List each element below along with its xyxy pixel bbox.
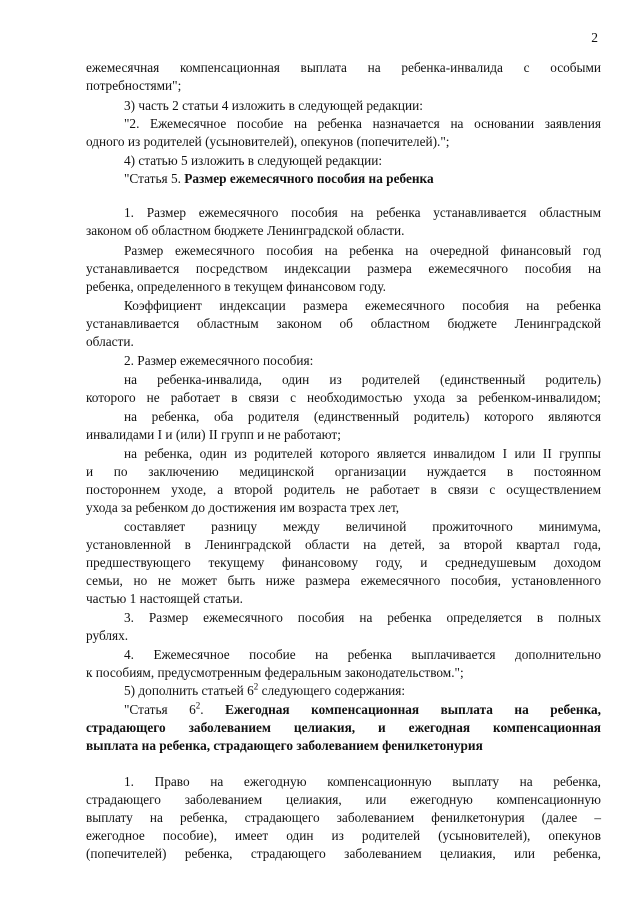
text-line: инвалидами I и (или) II групп и не работают; [86,427,341,442]
text-line: постороннем уходе, а второй родитель не работает в связи с осуществлением [86,482,601,497]
text-line: 4. Ежемесячное пособие на ребенка выплачивается дополнительно [124,647,601,662]
article-title: Ежегодная компенсационная выплата на ребенка, [225,702,602,717]
text-line: 1. Размер ежемесячного пособия на ребенка устанавливается областным [124,205,601,220]
text-line: предшествующего текущему финансовому году, и среднедушевым доходом [86,555,601,570]
article-heading [124,170,434,188]
text-line: (попечителей) ребенка, страдающего заболеванием целиакия, или ребенка, [86,846,601,861]
text-line: устанавливается посредством индексации размера ежемесячного пособия на [86,261,601,276]
text-line: на ребенка, один из родителей которого является инвалидом I или II группы [124,446,601,461]
text-line: страдающего заболеванием целиакия, или ежегодную компенсационную [86,792,601,807]
text-line: 1. Право на ежегодную компенсационную выплату на ребенка, [124,774,601,789]
text-line: Размер ежемесячного пособия на ребенка на очередной финансовый год [124,243,601,258]
text-line: 3) часть 2 статьи 4 изложить в следующей редакции: [124,98,423,113]
text-line: на ребенка-инвалида, один из родителей (единственный родитель) [124,372,601,387]
page-number: 2 [591,30,598,45]
text-line: рублях. [86,628,129,643]
article-title: Размер ежемесячного пособия на ребенка [184,171,434,186]
text-line: 3. Размер ежемесячного пособия на ребенка определяется в полных [124,610,601,625]
text-line: одного из родителей (усыновителей), опекунов (попечителей)."; [86,134,450,149]
text-line: ежегодное пособие), имеет один из родителей (усыновителей), опекунов [86,828,601,843]
article-number: "Статья 5. [124,171,181,186]
article-number: "Статья $6^2$. [124,700,204,717]
text-line: потребностями"; [86,78,182,93]
text-line: устанавливается областным законом об областном бюджете Ленинградской [86,316,601,331]
text-line: "2. Ежемесячное пособие на ребенка назначается на основании заявления [124,116,601,131]
text-line: ребенка, определенного в текущем финансовом году. [86,279,386,294]
text-line: ежемесячная компенсационная выплата на ребенка-инвалида с особыми [86,60,601,75]
text-line: Коэффициент индексации размера ежемесячного пособия на ребенка [124,298,601,313]
text-line: к пособиям, предусмотренным федеральным законодательством."; [86,665,464,680]
text-line: установленной в Ленинградской области на детей, за второй квартал года, [86,537,601,552]
text-line: и по заключению медицинской организации нуждается в постоянном [86,464,601,479]
article-title-line: выплата на ребенка, страдающего заболеванием фенилкетонурия [86,738,483,753]
text-line: семьи, но не может быть ниже размера ежемесячного пособия, установленного [86,573,601,588]
text-line: которого не работает в связи с необходимостью ухода за ребенком-инвалидом; [86,390,601,405]
text-line: на ребенка, оба родителя (единственный родитель) которого являются [124,409,601,424]
text-line: 5) дополнить статьей $6^2$ следующего содержания: [124,681,406,698]
text-line: ухода за ребенком до достижения им возраста трех лет, [86,500,400,515]
text-line: частью 1 настоящей статьи. [86,591,243,606]
text-line: области. [86,334,134,349]
text-line: составляет разницу между величиной прожиточного минимума, [124,519,601,534]
text-line: законом об областном бюджете Ленинградской области. [86,223,405,238]
article-title-line: страдающего заболеванием целиакия, и ежегодная компенсационная [86,720,601,735]
text-line: 4) статью 5 изложить в следующей редакции: [124,153,383,168]
text-line: 2. Размер ежемесячного пособия: [124,353,314,368]
text-line: выплату на ребенка, страдающего заболеванием фенилкетонурия (далее – [86,810,601,825]
article-heading [124,701,601,719]
